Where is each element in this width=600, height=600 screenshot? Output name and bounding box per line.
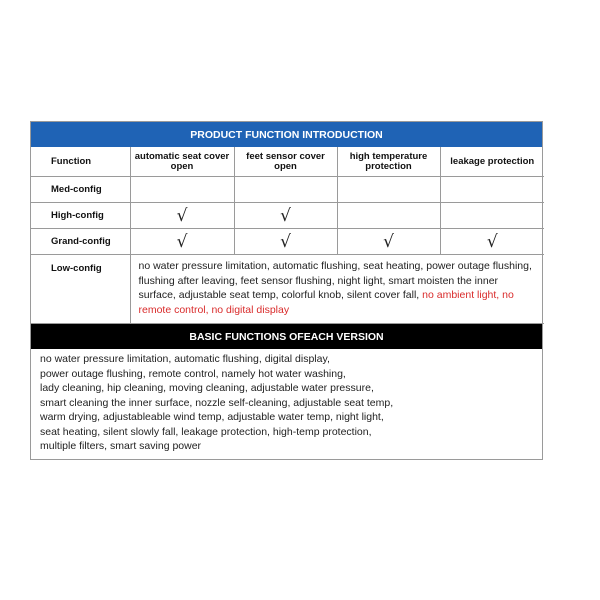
check-cell	[440, 203, 544, 229]
product-function-title: PRODUCT FUNCTION INTRODUCTION	[31, 122, 542, 147]
check-cell	[440, 177, 544, 203]
basic-functions-line: lady cleaning, hip cleaning, moving cleaning, adjustable water pressure,	[40, 382, 374, 394]
basic-functions-line: multiple filters, smart saving power	[40, 440, 202, 452]
checkmark-icon: √	[130, 203, 234, 229]
header-leakage-protection: leakage protection	[440, 147, 544, 177]
table-row-low-config	[31, 255, 544, 324]
header-high-temperature-protection: high temperature protection	[337, 147, 440, 177]
low-config-description	[130, 255, 544, 324]
check-cell	[337, 177, 440, 203]
row-label: Med-config	[31, 177, 130, 203]
check-cell	[234, 177, 337, 203]
basic-functions-list	[31, 349, 542, 459]
basic-functions-line: power outage flushing, remote control, namely hot water washing,	[40, 367, 346, 380]
low-config-features: no water pressure limitation, automatic flushing, seat heating, power outage flushing, flushing after leaving, feet sensor flushing, night light, smart moisten the inner surface, adjustable seat temp, colorful knob, silent cover fall,	[138, 260, 532, 301]
table-header-row	[31, 147, 544, 177]
low-config-missing-features: no ambient light, no remote control, no digital display	[138, 289, 514, 316]
basic-functions-line: no water pressure limitation, automatic flushing, digital display,	[40, 353, 330, 365]
header-automatic-seat-cover-open: automatic seat cover open	[130, 147, 234, 177]
header-feet-sensor-cover-open: feet sensor cover open	[234, 147, 337, 177]
basic-functions-line: warm drying, adjustableable wind temp, adjustable water temp, night light,	[40, 411, 384, 423]
function-card	[30, 121, 543, 460]
checkmark-icon: √	[234, 203, 337, 229]
table-row-med-config	[31, 177, 544, 203]
table-row-grand-config	[31, 229, 544, 255]
function-table	[31, 147, 544, 324]
table-row-high-config	[31, 203, 544, 229]
checkmark-icon: √	[234, 229, 337, 255]
basic-functions-title: BASIC FUNCTIONS OFEACH VERSION	[31, 324, 542, 349]
check-cell	[337, 203, 440, 229]
check-cell	[130, 177, 234, 203]
basic-functions-line: smart cleaning the inner surface, nozzle self-cleaning, adjustable seat temp,	[40, 396, 394, 409]
row-label: Low-config	[31, 255, 130, 324]
basic-functions-line: seat heating, silent slowly fall, leakage protection, high-temp protection,	[40, 425, 372, 438]
checkmark-icon: √	[337, 229, 440, 255]
checkmark-icon: √	[130, 229, 234, 255]
row-label: Grand-config	[31, 229, 130, 255]
checkmark-icon: √	[440, 229, 544, 255]
row-label: High-config	[31, 203, 130, 229]
header-function: Function	[31, 147, 130, 177]
